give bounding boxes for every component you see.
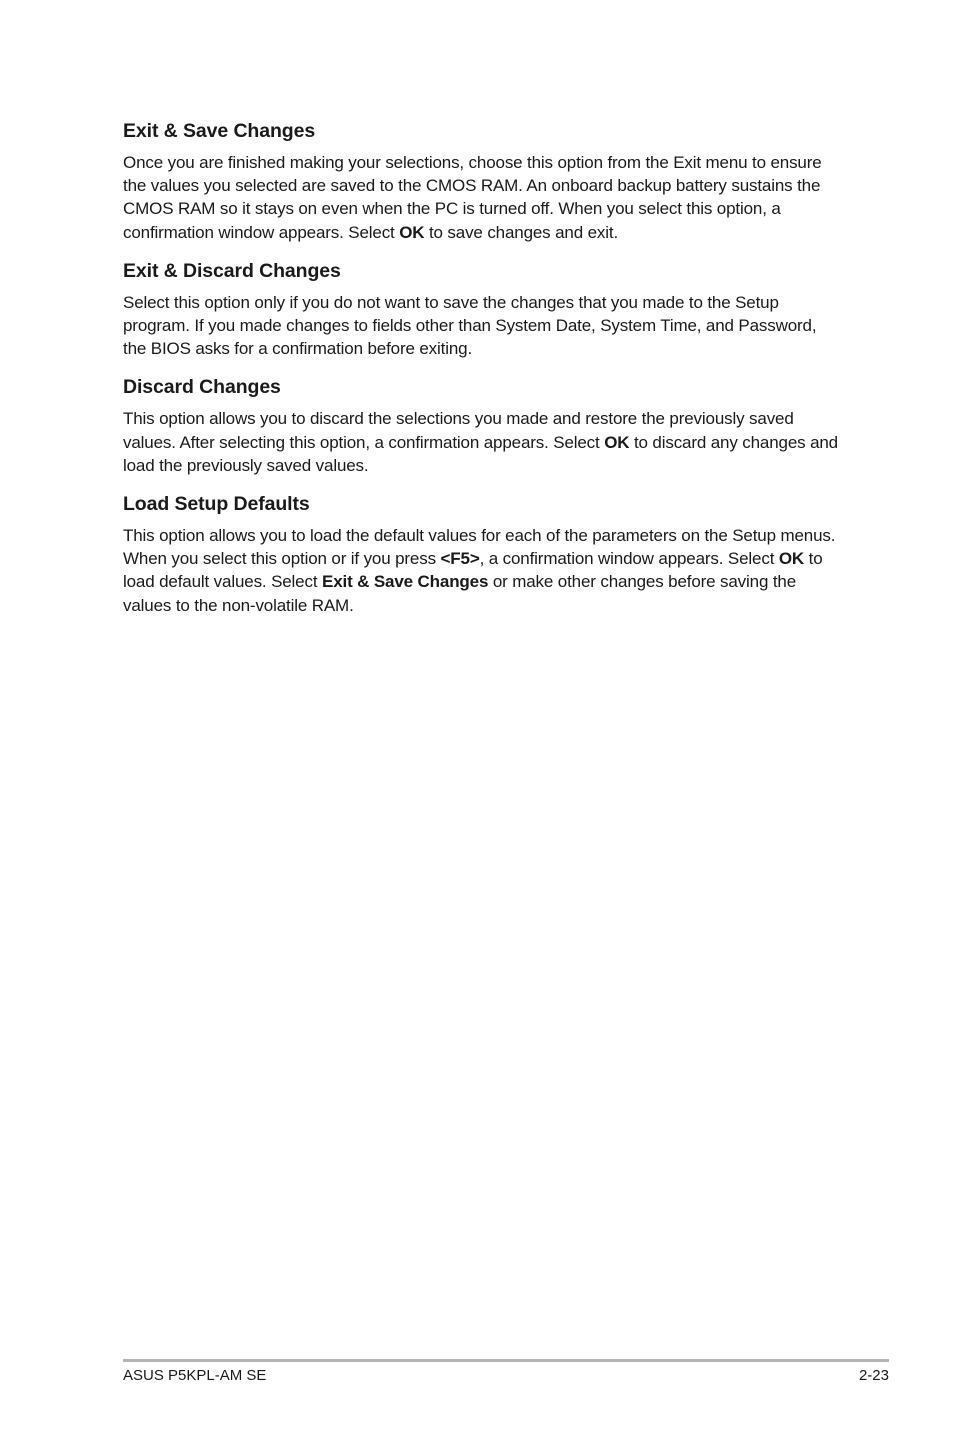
section-body	[123, 291, 843, 361]
section-body	[123, 151, 843, 244]
body-text: or make other changes before saving the values to the non-volatile RAM.	[123, 572, 797, 615]
footer-product-name: ASUS P5KPL-AM SE	[123, 1367, 267, 1384]
body-text: Select this option only if you do not want to save the changes that you made to the Setup program. If you made changes to fields other than System Date, System Time, and Password, the BIOS asks for a confirmation before exiting.	[123, 292, 817, 359]
page-content	[123, 118, 843, 631]
body-text: , a confirmation window appears. Select	[479, 549, 779, 569]
body-text: Once you are finished making your selections, choose this option from the Exit menu to ensure the values you selected are saved to the CMOS RAM. An onboard backup battery sustains the CMOS RAM so it stays on even when the PC is turned off. When you select this option, a confirmation window appears. Select	[123, 153, 822, 242]
section-heading: Exit & Save Changes	[123, 120, 316, 142]
body-text: to load default values. Select	[123, 549, 823, 592]
section-exit-discard-changes	[123, 258, 843, 361]
body-bold-text: Exit & Save Changes	[322, 572, 489, 592]
body-text: to save changes and exit.	[424, 222, 619, 242]
section-body	[123, 407, 843, 477]
section-heading: Discard Changes	[123, 376, 281, 399]
section-exit-save-changes	[123, 118, 843, 244]
section-discard-changes	[123, 374, 843, 477]
footer-page-number: 2-23	[858, 1367, 889, 1384]
body-text: to discard any changes and load the previously saved values.	[123, 432, 838, 475]
section-heading: Load Setup Defaults	[123, 493, 310, 516]
body-bold-text: OK	[778, 549, 805, 569]
footer-divider	[123, 1359, 889, 1362]
body-bold-text: <F5>	[440, 549, 480, 569]
body-bold-text: OK	[604, 432, 630, 452]
section-heading: Exit & Discard Changes	[123, 259, 341, 282]
body-bold-text: OK	[399, 222, 425, 242]
body-text: This option allows you to discard the selections you made and restore the previously saved values. After selecting this option, a confirmation appears. Select	[123, 409, 794, 452]
section-body	[123, 524, 843, 617]
section-load-setup-defaults	[123, 491, 843, 617]
body-text: This option allows you to load the default values for each of the parameters on the Setup menus. When you select this option or if you press	[123, 526, 836, 569]
